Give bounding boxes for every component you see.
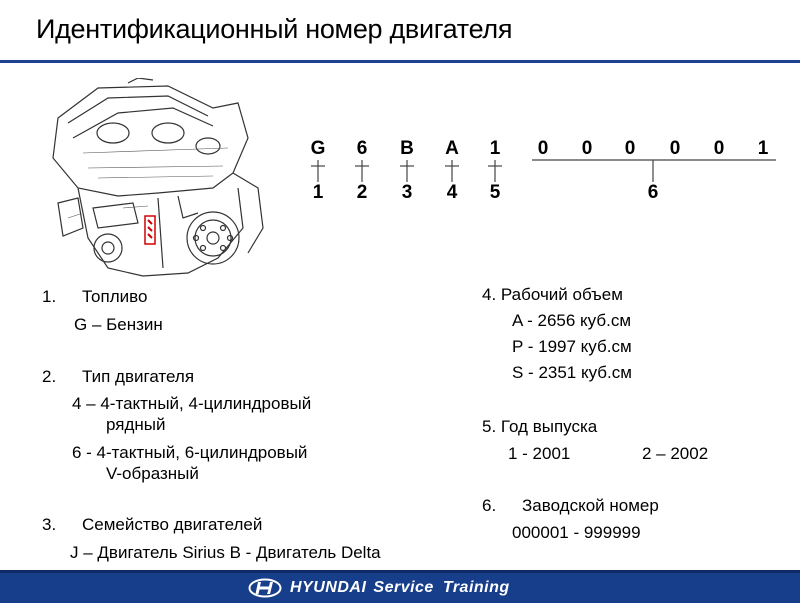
list-text: S - 2351 куб.см [512,363,632,382]
list-heading: Семейство двигателей [82,515,263,534]
code-char: 1 [757,138,769,159]
list-text: P - 1997 куб.см [512,337,632,356]
list-text: G – Бензин [74,315,163,334]
footer-brand [248,576,510,600]
footer-brand-name: HYUNDAI [290,579,367,596]
list-number: 6. [482,496,497,515]
list-text: 2 – 2002 [642,444,709,463]
code-position: 5 [489,182,501,203]
code-char: B [400,138,414,159]
list-heading: 4. Рабочий объем [482,285,623,304]
page-title: Идентификационный номер двигателя [36,14,513,44]
footer-bar [0,570,800,603]
footer-training: Training [442,579,510,596]
list-number: 3. [42,515,57,534]
list-text: V-образный [106,464,199,483]
code-char: 0 [669,138,681,159]
code-position: 4 [446,182,458,203]
list-heading: Тип двигателя [82,367,195,386]
code-char: 1 [489,138,501,159]
list-text: 4 – 4-тактный, 4-цилиндровый [72,394,312,413]
code-position: 2 [356,182,368,203]
code-char: 6 [356,138,368,159]
list-text: J – Двигатель Sirius B - Двигатель Delta [70,543,381,562]
list-text: A - 2656 куб.см [512,311,632,330]
code-position: 1 [312,182,324,203]
code-char: 0 [713,138,725,159]
list-heading: 5. Год выпуска [482,417,598,436]
list-number: 1. [42,287,57,306]
hyundai-logo-icon [248,578,282,598]
list-text: рядный [106,415,166,434]
list-number: 2. [42,367,57,386]
list-text: 6 - 4-тактный, 6-цилиндровый [72,443,308,462]
code-position: 6 [647,182,659,203]
engine-code-diagram [300,136,780,206]
code-position: 3 [401,182,413,203]
list-heading: Заводской номер [522,496,659,515]
list-heading: Топливо [82,287,148,306]
list-text: 000001 - 999999 [512,523,641,542]
engine-illustration [38,78,270,290]
footer-service: Service [373,579,434,596]
code-char: A [445,138,459,159]
list-text: 1 - 2001 [508,444,571,463]
title-rule [0,60,800,63]
code-char: 0 [581,138,593,159]
code-char: 0 [537,138,549,159]
code-char: G [310,138,326,159]
code-char: 0 [624,138,636,159]
